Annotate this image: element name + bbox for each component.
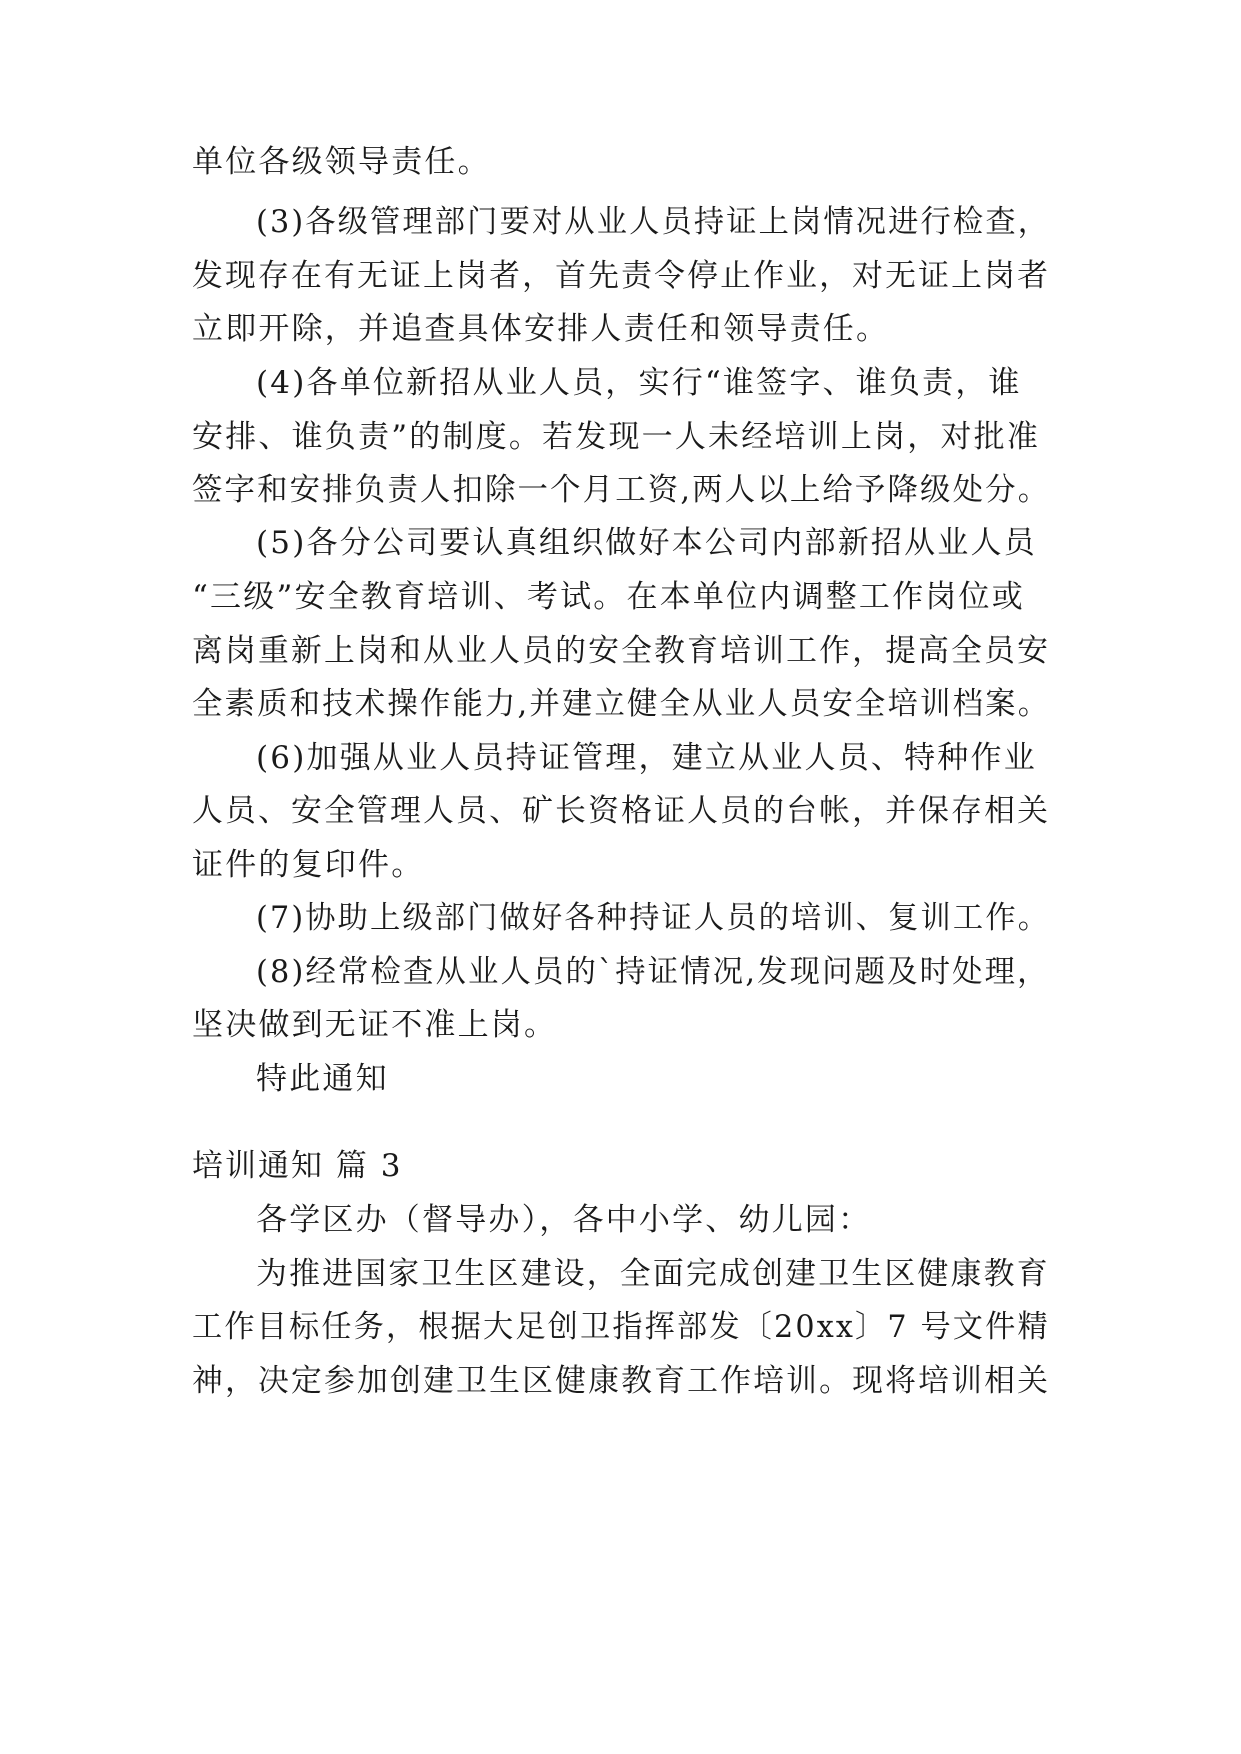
text-line-7: 签字和安排负责人扣除一个月工资,两人以上给予降级处分。 <box>192 472 1051 508</box>
text-line-13: 人员、安全管理人员、矿长资格证人员的台帐，并保存相关 <box>192 793 1051 829</box>
text-line-17: 坚决做到无证不准上岗。 <box>192 1007 558 1043</box>
text-line-16: (8)经常检查从业人员的`持证情况,发现问题及时处理， <box>256 954 1050 990</box>
text-line-11: 全素质和技术操作能力,并建立健全从业人员安全培训档案。 <box>192 686 1051 722</box>
text-line-2: (3)各级管理部门要对从业人员持证上岗情况进行检查， <box>256 204 1051 240</box>
text-line-22: 工作目标任务，根据大足创卫指挥部发〔20xx〕7 号文件精 <box>192 1309 1050 1345</box>
closing-remark: 特此通知 <box>256 1061 389 1097</box>
text-line-4: 立即开除，并追查具体安排人责任和领导责任。 <box>192 311 890 347</box>
section-heading: 培训通知 篇 3 <box>192 1148 403 1184</box>
text-line-21: 为推进国家卫生区建设，全面完成创建卫生区健康教育 <box>256 1256 1050 1292</box>
salutation-line: 各学区办（督导办），各中小学、幼儿园： <box>256 1202 872 1238</box>
text-line-9: “三级”安全教育培训、考试。在本单位内调整工作岗位或 <box>192 579 1025 615</box>
text-line-6: 安排、谁负责”的制度。若发现一人未经培训上岗，对批准 <box>192 419 1041 455</box>
text-line-14: 证件的复印件。 <box>192 847 425 883</box>
text-line-8: (5)各分公司要认真组织做好本公司内部新招从业人员 <box>256 525 1037 561</box>
text-line-15: (7)协助上级部门做好各种持证人员的培训、复训工作。 <box>256 900 1051 936</box>
text-line-12: (6)加强从业人员持证管理，建立从业人员、特种作业 <box>256 740 1037 776</box>
text-line-23: 神，决定参加创建卫生区健康教育工作培训。现将培训相关 <box>192 1363 1051 1399</box>
text-line-5: (4)各单位新招从业人员，实行“谁签字、谁负责，谁 <box>256 365 1022 401</box>
text-line-1: 单位各级领导责任。 <box>192 144 491 180</box>
text-line-10: 离岗重新上岗和从业人员的安全教育培训工作，提高全员安 <box>192 633 1051 669</box>
text-line-3: 发现存在有无证上岗者，首先责令停止作业，对无证上岗者 <box>192 258 1051 294</box>
